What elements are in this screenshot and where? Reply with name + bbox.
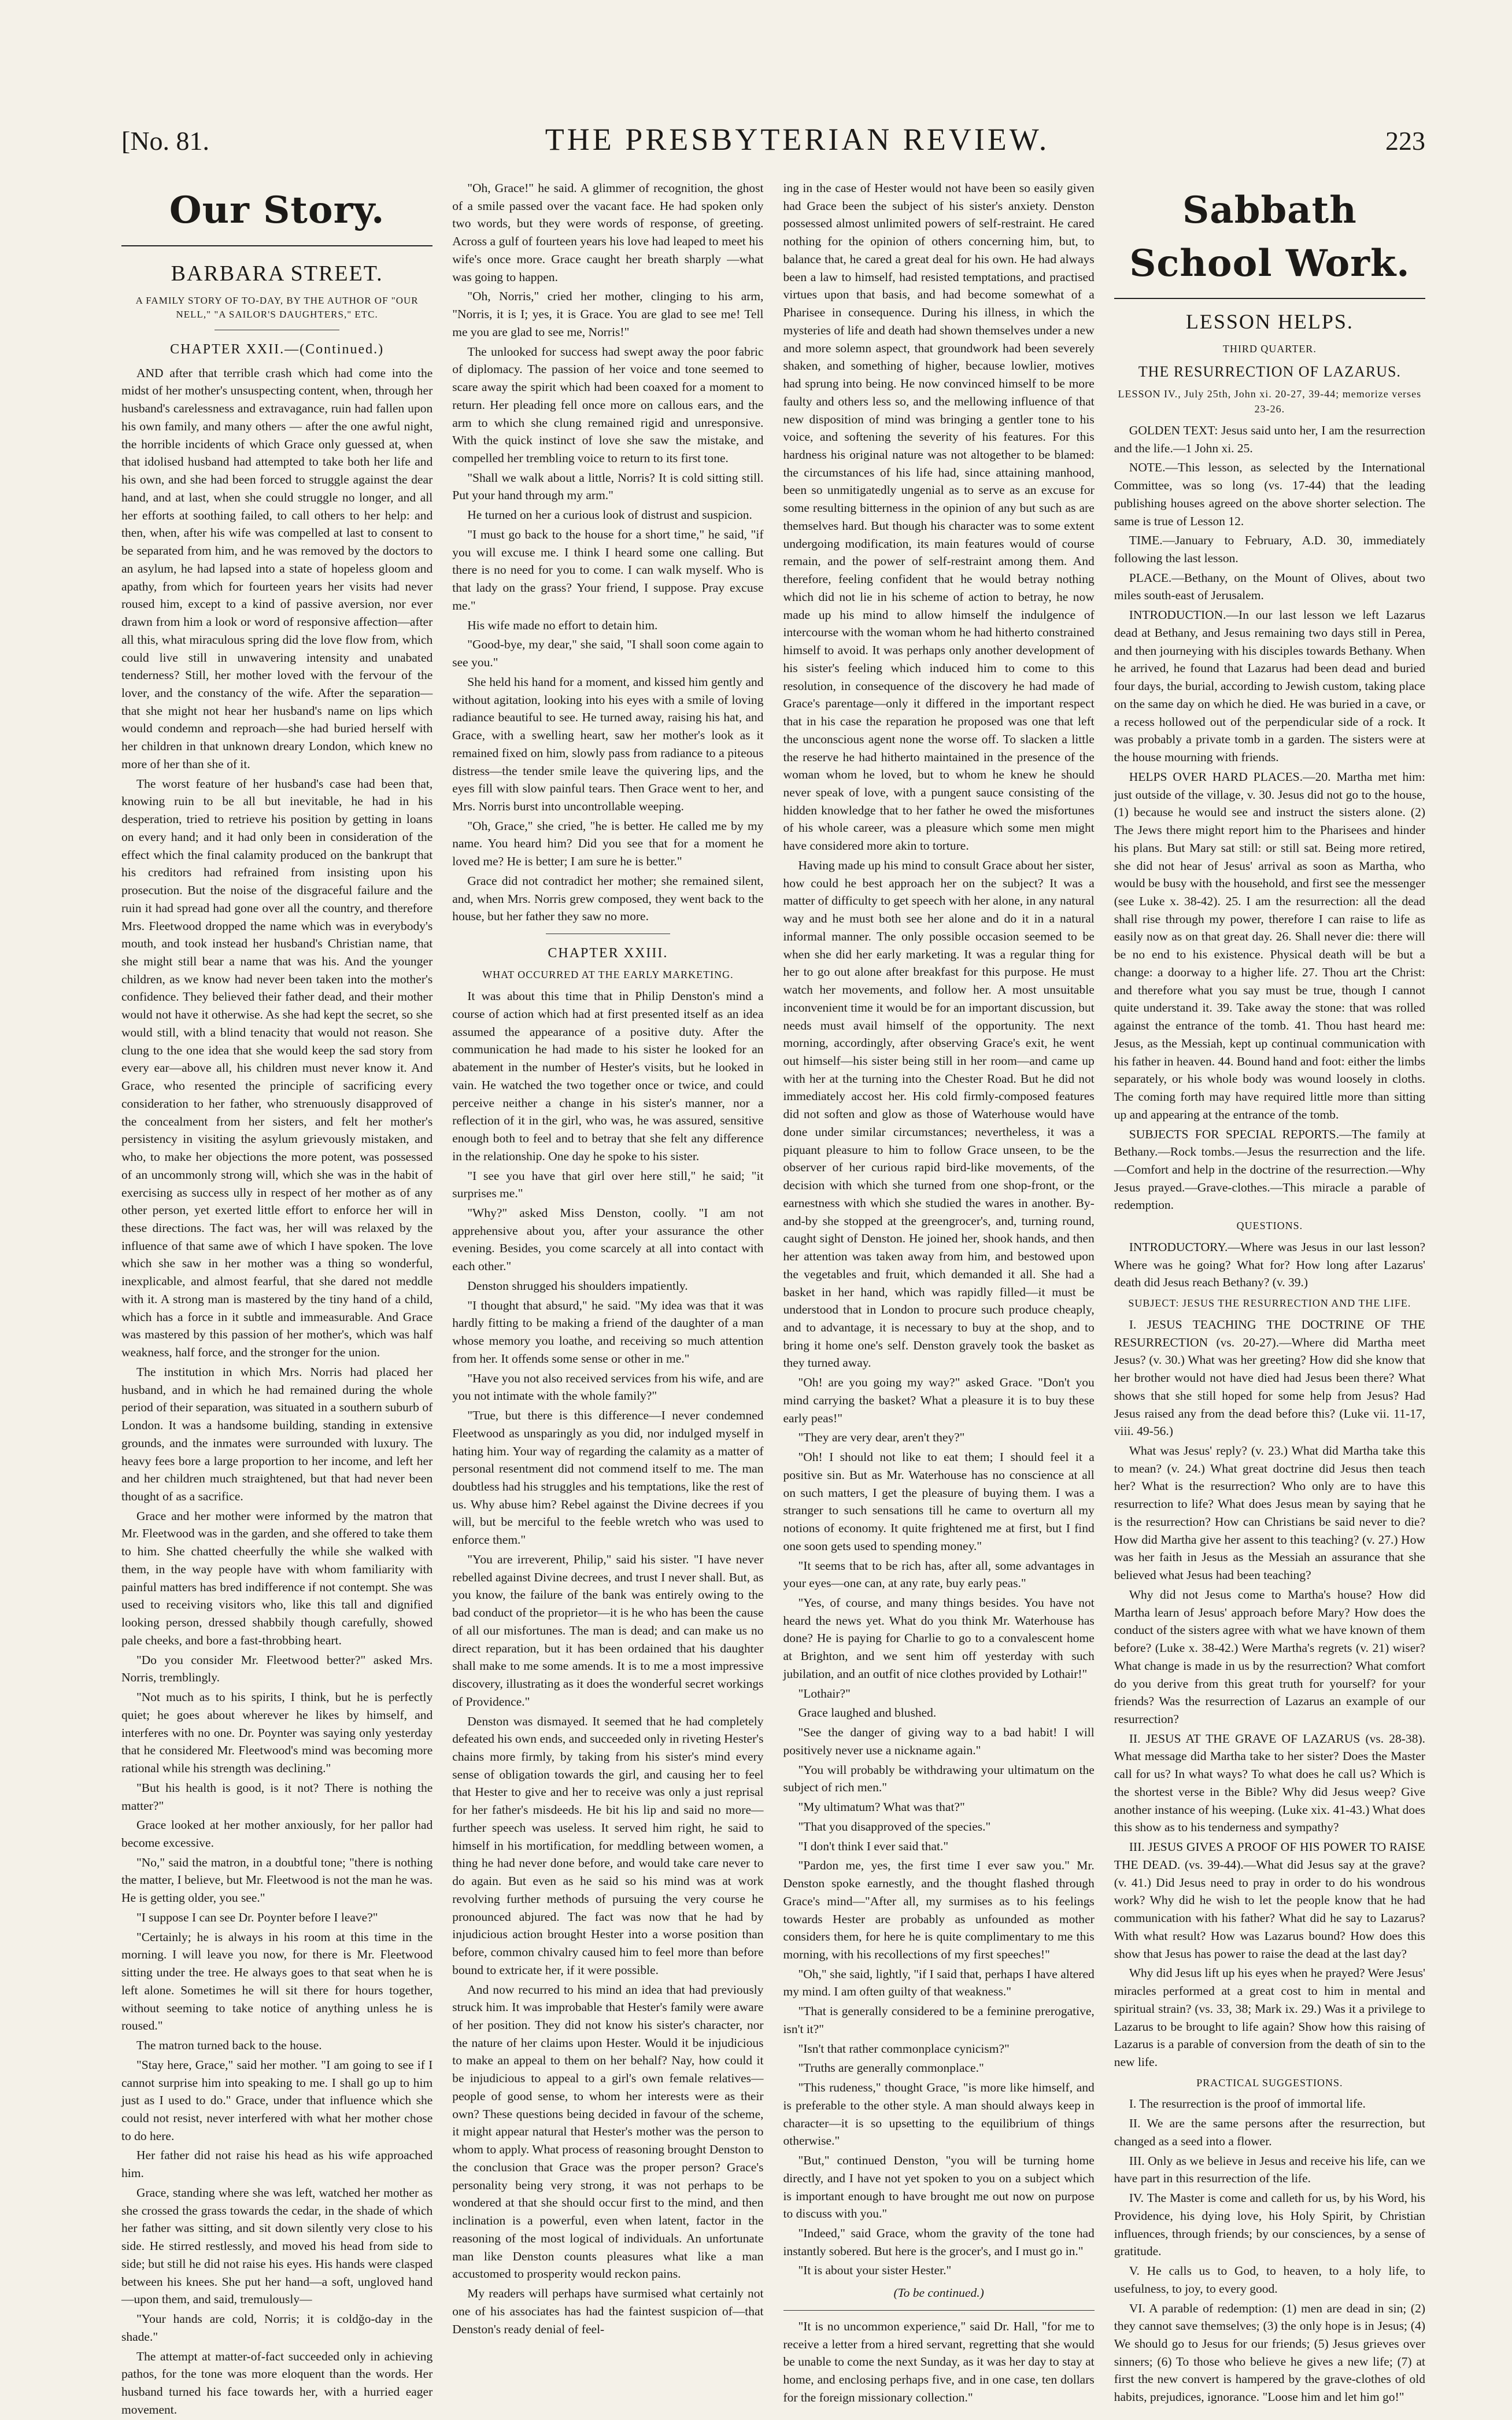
practical-suggestions-heading: PRACTICAL SUGGESTIONS. xyxy=(1196,2076,1343,2089)
paragraph: Why did not Jesus come to Martha's house? How did Martha learn of Jesus' approach before Mary? How does the conduct of the sisters agree with what we have known of them before? (Luke x. 38-42.) Were Martha's regrets (v. 21) wiser? What change is made in us by the resurrection? What comfort do you derive from this great truth for yourself? for your friends? Was the resurrection of Lazarus an example of our resurrection? xyxy=(1114,1587,1425,1727)
list-item: III. Only as we believe in Jesus and receive his life, can we have part in this resurrection of the life. xyxy=(1114,2153,1425,2186)
paragraph: I. JESUS TEACHING THE DOCTRINE OF THE RESURRECTION (vs. 20-27).—Where did Martha meet Jesus? (v. 30.) What was her greeting? How did she know that her brother would not have died had Jesus been there? What shows that she still hoped for some help from Jesus? Had Jesus raised any from the dead before this? (Luke vii. 11-17, viii. 49-56.) xyxy=(1114,1317,1425,1438)
paragraph: "It is about your sister Hester." xyxy=(798,2263,952,2278)
paragraph: II. JESUS AT THE GRAVE OF LAZARUS (vs. 28-38). What message did Martha take to her sister? Does the Master call for us? In what ways? To what does he call us? Which is the shortest verse in the Bible? Why did Jesus weep? Give another instance of his weeping. (Luke xix. 41-43.) What does this show as to his tenderness and sympathy? xyxy=(1114,1731,1425,1835)
paragraph: The worst feature of her husband's case had been that, knowing ruin to be all but inevitable, he had in his desperation, tried to retrieve his position by getting in loans on every hand; and it had only been in consideration of the effect which the final calamity produced on the bankrupt that his creditors had refrained from insisting upon his prosecution. But the noise of the disgraceful failure and the ruin it had spread had gone over all the country, and therefore Mrs. Fleetwood dropped the name which was in everybody's mouth, and took instead her husband's Christian name, that she might still bear a name that was his. And the younger children, as we know had never been taken into the mother's confidence. They believed their father dead, and their mother would not have it otherwise. As she had kept the secret, so she would still, with a blind tenacity that would not reason. She clung to the one idea that she would keep the sad story from every ear—above all, his children must never know it. And Grace, who resented the principle of sacrificing every consideration to her father, who strenuously disapproved of the concealment from her sisters, and felt her mother's persistency in visiting the asylum grievously mistaken, and who, to make her objections the more potent, was possessed of an uncommonly strong will, which she was in the habit of exercising as success ully in respect of her mother as of any other person, yet exerted little effort to enforce her will in these directions. The fact was, her will was relaxed by the influence of that same awe of which I have spoken. The love which she saw in her mother was a thing so wonderful, inexplicable, and almost fearful, that she dared not meddle with it. A strong man is mastered by the tiny hand of a child, which has a force in it subtle and immeasurable. And Grace was mastered by this passion of her mother's, which was half weakness, half force, and the stronger for the union. xyxy=(121,776,433,1360)
paragraph: AND after that terrible crash which had come into the midst of her mother's unsuspecting content, when, through her husband's carelessness and extravagance, ruin had fallen upon his own family, and many others — after the one awful night, the horrible incidents of which Grace only guessed at, when that idolised husband had attempted to take both her life and his own, and she had been forced to struggle against the dear hand, and at last, when she could struggle no longer, and all her efforts at soothing failed, to call others to her help: and then, when, after his wife was compelled at last to consent to be separated from him, and he was removed by the doctors to an asylum, he had lapsed into a state of hopeless gloom and apathy, from which for fourteen years her visits had never roused him, except to a kind of passive aversion, nor ever drawn from him a look or word of responsive affection—after all this, what miraculous spring did the love flow from, which could live still in unwavering intensity and unabated tenderness? Still, her mother loved with the fervour of the lover, and the constancy of the wife. After the separation—that she might not hear her husband's name on lips which would condemn and reproach—she had buried herself with her children in that unknown dreary London, which knew no more of her than she of it. xyxy=(121,366,433,771)
paragraph: "I suppose I can see Dr. Poynter before I leave?" xyxy=(136,1910,378,1924)
section-heading-our-story: Our Story. xyxy=(121,184,432,246)
paragraph: "Certainly; he is always in his room at this time in the morning. I will leave you now, for there is Mr. Fleetwood sitting under the tree. He always goes to that seat when he is left alone. Sometimes he will sit there for hours together, without seeming to take notice of anything unless he is roused." xyxy=(121,1930,433,2033)
paragraph: "Why?" asked Miss Denston, coolly. "I am not apprehensive about you, after your assurance the other evening. Besides, you come scarcely at all into contact with each other." xyxy=(452,1205,764,1274)
chapter-subtitle: WHAT OCCURRED AT THE EARLY MARKETING. xyxy=(482,969,734,981)
column-3 xyxy=(783,179,1095,2420)
paragraph: "You are irreverent, Philip," said his sister. "I have never rebelled against Divine decrees, and trust I never shall. But, as you know, the failure of the bank was entirely owing to the bad conduct of the proprietor—it is he who has been the cause of all our misfortunes. The man is dead; and can make us no direct reparation, but it has been ordained that his daughter shall make to me some amends. It is to me a most impressive discovery, illustrating as it does the wonderful secret workings of Providence." xyxy=(452,1552,764,1709)
paragraph: "Shall we walk about a little, Norris? It is cold sitting still. Put your hand through my arm." xyxy=(452,470,764,503)
paragraph: Grace looked at her mother anxiously, for her pallor had become excessive. xyxy=(121,1818,433,1850)
paragraph: SUBJECTS FOR SPECIAL REPORTS.—The family at Bethany.—Rock tombs.—Jesus the resurrection and the life.—Comfort and help in the doctrine of the resurrection.—Why Jesus prayed.—Grave-clothes.—This miracle a parable of redemption. xyxy=(1114,1127,1425,1212)
paragraph: INTRODUCTION.—In our last lesson we left Lazarus dead at Bethany, and Jesus remaining two days still in Perea, and then journeying with his disciples towards Bethany. When he arrived, he found that Lazarus had been dead and buried four days, the burial, according to Jewish custom, taking place on the same day on which he died. He was buried in a cave, or a recess hollowed out of the perpendicular side of a rock. It was probably a private tomb in a garden. The sisters were at the house mourning with friends. xyxy=(1114,608,1425,765)
chapter-heading: CHAPTER XXII.—(Continued.) xyxy=(170,342,385,357)
lesson-helps-title: LESSON HELPS. xyxy=(1185,310,1354,334)
paragraph: "I see you have that girl over here still," he said; "it surprises me." xyxy=(452,1168,764,1201)
paragraph: "Oh, Grace!" he said. A glimmer of recognition, the ghost of a smile passed over the vacant face. He had spoken only two words, but they were words of response, of greeting. Across a gulf of fourteen years his love had leaped to meet his wife's once more. Grace caught her breath sharply —what was going to happen. xyxy=(452,181,764,284)
paragraph: The unlooked for success had swept away the poor fabric of diplomacy. The passion of her voice and tone seemed to scare away the spirit which had been coaxed for a moment to return. Her pleading fell once more on callous ears, and the arm to which she clung remained rigid and unresponsive. With the quick instinct of love she saw the mistake, and compelled her trembling voice to return to its first tone. xyxy=(452,344,764,466)
paragraph: Grace did not contradict her mother; she remained silent, and, when Mrs. Norris grew composed, they went back to the house, but her father they saw no more. xyxy=(452,873,764,924)
paragraph: "I thought that absurd," he said. "My idea was that it was hardly fitting to be making a friend of the daughter of a man whose memory you loathe, and receiving so much attention from her. It offends some sense or other in me." xyxy=(452,1298,764,1366)
paragraph: The attempt at matter-of-fact succeeded only in achieving pathos, for the tone was more eloquent than the words. Her husband turned his face towards her, with a hurried eager movement. xyxy=(121,2349,433,2417)
page-number: 223 xyxy=(1385,126,1425,156)
paragraph: She held his hand for a moment, and kissed him gently and without agitation, looking into his eyes with a smile of loving radiance beautiful to see. He turned away, raising his hat, and Grace, with a swelling heart, saw her mother's look as it remained fixed on him, slowly pass from radiance to a piteous distress—the tender smile leave the quivering lips, and the eyes fill with slow painful tears. Then Grace went to her, and Mrs. Norris burst into uncontrollable weeping. xyxy=(452,674,764,813)
subject-heading: SUBJECT: JESUS THE RESURRECTION AND THE LIFE. xyxy=(1128,1297,1411,1309)
paragraph: "Yes, of course, and many things besides. You have not heard the news yet. What do you think Mr. Waterhouse has done? He is paying for Charlie to go to a convalescent home at Brighton, and we sent him off yesterday with such jubilation, and an outfit of nice clothes provided by Lothair!" xyxy=(783,1596,1095,1681)
list-item: I. The resurrection is the proof of immortal life. xyxy=(1129,2097,1366,2111)
golden-text: GOLDEN TEXT: Jesus said unto her, I am the resurrection and the life.—1 John xi. 25. xyxy=(1114,423,1425,455)
paragraph: III. JESUS GIVES A PROOF OF HIS POWER TO RAISE THE DEAD. (vs. 39-44).—What did Jesus say at the grave? (v. 41.) Did Jesus need to pray in order to do his wondrous work? Why did he wish to let the people know that he had communication with his father? What did he say to Lazarus? With what result? How was Lazarus bound? How does this show that Jesus has power to raise the dead at the last day? xyxy=(1114,1840,1425,1961)
paragraph: "No," said the matron, in a doubtful tone; "there is nothing the matter, I believe, but Mr. Fleetwood is not the man he was. He is getting older, you see." xyxy=(121,1855,433,1905)
paragraph: "But," continued Denston, "you will be turning home directly, and I have not yet spoken to you on a subject which is important enough to have brought me out now on purpose to discuss with you." xyxy=(783,2153,1095,2221)
paragraph: "Oh," she said, lightly, "if I said that, perhaps I have altered my mind. I am often guilty of that weakness." xyxy=(783,1967,1095,1999)
paragraph: Her father did not raise his head as his wife approached him. xyxy=(121,2148,433,2181)
to-be-continued: (To be continued.) xyxy=(893,2286,984,2300)
paragraph: Denston shrugged his shoulders impatiently. xyxy=(467,1278,688,1293)
paragraph: "Not much as to his spirits, I think, but he is perfectly quiet; he goes about wherever he likes by himself, and interferes with no one. Dr. Poynter was saying only yesterday that he considered Mr. Fleetwood's mind was becoming more rational while his strength was declining." xyxy=(121,1690,433,1776)
lesson-title: THE RESURRECTION OF LAZARUS. xyxy=(1138,363,1401,381)
paragraph: And now recurred to his mind an idea that had previously struck him. It was improbable that Hester's family were aware of her position. They did not know his sister's character, nor the nature of her claims upon Hester. Would it be injudicious to make an appeal to them on her behalf? Nay, how could it be injudicious to appeal to a girl's own female relatives—people of good sense, to whom her interests were as their own? These questions being decided in favour of the scheme, it might appear natural that Hester's mother was the person to whom to apply. What process of reasoning brought Denston to the conclusion that Grace was the proper person? Grace's personality being very strong, it was not perhaps to be wondered at that she should occur first to the mind, and then inclination is a powerful, even when latent, factor in the reasoning of the most logical of individuals. An unfortunate man like Denston counts pleasures what like a man accustomed to prosperity would reckon pains. xyxy=(452,1982,764,2281)
column-4 xyxy=(1114,179,1425,2420)
paragraph: NOTE.—This lesson, as selected by the International Committee, was so long (vs. 17-44) that the leading publishing houses agreed on the above shorter selection. The same is true of Lesson 12. xyxy=(1114,460,1425,528)
divider xyxy=(783,2310,1095,2311)
section-heading-sabbath-school: Sabbath School Work. xyxy=(1114,184,1425,299)
paragraph: "See the danger of giving way to a bad habit! I will positively never use a nickname again." xyxy=(783,1725,1095,1757)
paragraph: "Oh! I should not like to eat them; I should feel it a positive sin. But as Mr. Waterhouse has no conscience at all on such matters, I get the pleasure of buying them. I was a stranger to such sensations till he came to overturn all my notions of economy. It quite frightened me at first, but I find one soon gets used to spending money." xyxy=(783,1450,1095,1553)
paragraph: "Oh! are you going my way?" asked Grace. "Don't you mind carrying the basket? What a pleasure it is to buy these early peas!" xyxy=(783,1375,1095,1425)
paragraph: ing in the case of Hester would not have been so easily given had Grace been the subject of his sister's anxiety. Denston possessed almost unlimited powers of self-restraint. He cared nothing for the opinion of others concerning him, but, to balance that, he cared a great deal for his own. He had always been a law to himself, had resisted temptations, and practised virtues upon that basis, and had become somewhat of a Pharisee in consequence. During his illness, in which the mysteries of life and death had shown themselves under a new and more solemn aspect, that groundwork had been severely shaken, and something of higher, because lowlier, motives had sprung into being. He now convinced himself to be more faulty and others less so, and the mellowing influence of that new disposition of mind was bringing a gentler tone to his voice, and softening the severity of his features. For this hardness his original nature was not altogether to be blamed: the circumstances of his life had, since attaining manhood, been so unmitigatedly ungenial as to serve as an excuse for some resulting bitterness in the opinion of any but such as are themselves hard. But though his character was to some extent undergoing modification, its main features would of course remain, and the power of self-restraint among them. And therefore, feeling confident that he would betray nothing which did not lie in his scheme of action to betray, he now made up his mind to allow himself the indulgence of intercourse with the woman whom he had hitherto constrained himself to avoid. It was perhaps only another development of his sister's feeling which induced him to come to this resolution, in consequence of the discovery he had made of Grace's parentage—only it differed in the important respect that in his case the reparation he proposed was one that left the unconscious agent none the worse off. To slacken a little the reserve he had hitherto maintained in the presence of the woman whom he loved, but to whom he knew he should never speak of love, with a pungent sauce consisting of the hidden knowledge that to her father he owed the misfortunes of his whole career, was a pleasure which some men might have considered more akin to torture. xyxy=(783,181,1095,853)
paragraph: "Lothair?" xyxy=(798,1686,851,1700)
column-2 xyxy=(452,179,763,2420)
paragraph: "They are very dear, aren't they?" xyxy=(798,1430,965,1445)
paragraph: Denston was dismayed. It seemed that he had completely defeated his own ends, and succeeded only in riveting Hester's chains more firmly, by taking from his sister's mind every sense of obligation towards the girl, and causing her to feel that Hester to give and her to receive was only a just reprisal for her father's misdeeds. He bit his lip and said no more—further speech was useless. It served him right, he said to himself in his mortification, for meddling between women, a thing he had never done before, and would take care never to do again. But even as he said so his mind was at work revolving further methods of pursuing the very course he pronounced abjured. The fact was now that he had by injudicious action brought Hester into a worse position than before, common chivalry caused him to feel more than before bound to extricate her, if it were possible. xyxy=(452,1714,764,1977)
paragraph: Grace and her mother were informed by the matron that Mr. Fleetwood was in the garden, and she offered to take them to him. She chatted cheerfully the while she walked with them, in the way people have with whom familiarity with painful matters has bred indifference if not contempt. She was used to receiving visitors who, like this tall and dignified looking person, dressed shabbily though carefully, showed pale cheeks, and bore a fast-throbbing heart. xyxy=(121,1508,433,1647)
paragraph: "It is no uncommon experience," said Dr. Hall, "for me to receive a letter from a hired servant, regretting that she would be unable to come the next Sunday, as it was her day to stay at home, and enclosing perhaps five, and in one case, ten dollars for the foreign missionary collection." xyxy=(783,2319,1095,2404)
paragraph: "It seems that to be rich has, after all, some advantages in your eyes—one can, at any rate, buy early peas." xyxy=(783,1558,1095,1591)
paragraph: My readers will perhaps have surmised what certainly not one of his associates has had the faintest suspicion of—that Denston's ready denial of feel- xyxy=(452,2286,764,2336)
paragraph: Why did Jesus lift up his eyes when he prayed? Were Jesus' miracles performed at a great cost to him in mental and spiritual strain? (vs. 33, 38; Mark ix. 29.) Was it a privilege to Lazarus to be brought to life again? Show how this raising of Lazarus is a parable of conversion from the death of sin to the new life. xyxy=(1114,1966,1426,2069)
paragraph: "Have you not also received services from his wife, and are you not intimate with the whole family?" xyxy=(452,1371,764,1403)
paragraph: "Pardon me, yes, the first time I ever saw you." Mr. Denston spoke earnestly, and the thought flashed through Grace's mind—"After all, my surmises as to his feelings towards Hester are probably as unfounded as mother considers them, for here he is quite complimentary to me this morning, with his recollections of my first speeches!" xyxy=(783,1858,1095,1961)
paragraph: The institution in which Mrs. Norris had placed her husband, and in which he had remained during the whole period of their separation, was situated in a southern suburb of London. It was a handsome building, standing in extensive grounds, and the inmates were surrounded with luxury. The heavy fees bore a large proportion to her income, and left her and her children much straightened, but that had never been thought of as a sacrifice. xyxy=(121,1364,433,1504)
paragraph: It was about this time that in Philip Denston's mind a course of action which had at first presented itself as an idea assumed the appearance of a positive duty. After the communication he had made to his sister he looked for an abatement in the number of Hester's visits, but he looked in vain. He watched the two together once or twice, and could perceive neither a change in his sister's manner, nor a reflection of it in the girl, who was, he was assured, sensitive enough both to feel and to betray that she felt any difference in the relationship. One day he spoke to his sister. xyxy=(452,989,764,1163)
columns xyxy=(121,179,1426,2417)
quarter-label: THIRD QUARTER. xyxy=(1222,342,1317,355)
paragraph: "My ultimatum? What was that?" xyxy=(798,1800,965,1814)
paragraph: Grace laughed and blushed. xyxy=(798,1706,937,1720)
paragraph: "Indeed," said Grace, whom the gravity of the tone had instantly sobered. But here is the grocer's, and I must go in." xyxy=(783,2226,1095,2258)
paragraph: "Good-bye, my dear," she said, "I shall soon come again to see you." xyxy=(452,637,764,670)
paragraph: "I must go back to the house for a short time," he said, "if you will excuse me. I think I heard some one calling. But there is no need for you to come. I can walk myself. Who is that lady on the grass? Your friend, I suppose. Pray excuse me." xyxy=(452,527,764,613)
paragraph: "Do you consider Mr. Fleetwood better?" asked Mrs. Norris, tremblingly. xyxy=(121,1652,433,1685)
list-item: IV. The Master is come and calleth for us, by his Word, his Providence, his dying love, his Holy Spirit, by Christian influences, through friends; by our consciences, by a sense of gratitude. xyxy=(1114,2191,1425,2259)
paragraph: "That you disapproved of the species." xyxy=(798,1819,991,1834)
paragraph: His wife made no effort to detain him. xyxy=(467,618,658,632)
paragraph: He turned on her a curious look of distrust and suspicion. xyxy=(467,508,752,522)
list-item: II. We are the same persons after the resurrection, but changed as a seed into a flower. xyxy=(1114,2116,1425,2148)
paragraph: "Oh, Grace," she cried, "he is better. He called me by my name. You heard him? Did you see that for a moment he loved me? He is better; I am sure he is better." xyxy=(452,818,764,869)
masthead xyxy=(121,121,1425,156)
column-1 xyxy=(121,179,432,2420)
paragraph: PLACE.—Bethany, on the Mount of Olives, about two miles south-east of Jerusalem. xyxy=(1114,570,1425,603)
chapter-heading: CHAPTER XXIII. xyxy=(548,946,668,961)
questions-heading: QUESTIONS. xyxy=(1236,1220,1303,1232)
list-item: V. He calls us to God, to heaven, to a holy life, to usefulness, to joy, to every good. xyxy=(1114,2264,1425,2296)
paragraph: "Stay here, Grace," said her mother. "I am going to see if I cannot surprise him into speaking to me. I shall go up to him just as I used to do." Grace, under that influence which she could not resist, never interfered with what her mother chose to do here. xyxy=(121,2057,433,2143)
paragraph: HELPS OVER HARD PLACES.—20. Martha met him: just outside of the village, v. 30. Jesus did not go to the house, (1) because he would see and instruct the sisters alone. (2) The Jews there might report him to the Pharisees and hinder his plans. But Mary sat still: or still sat. Being more retired, she did not hear of Jesus' arrival as soon as Martha, who would be busy with the household, and first see the messenger (see Luke x. 38-42). 25. I am the resurrection: all the dead shall rise through my power, therefore I can raise to life as easily now as on that great day. 26. Shall never die: there will be no end to his existence. Physical death will be but a change: a doorway to a higher life. 27. Thou art the Christ: and therefore what you say must be true, though I cannot quite understand it. 39. Take away the stone: that was rolled against the entrance of the tomb. 41. Thou hast heard me: Jesus, as the Messiah, kept up continual communication with his father in heaven. 44. Bound hand and foot: either the limbs separately, or his whole body was wound loosely in cloths. The coming forth may have required little more than sitting up and appearing at the entrance of the tomb. xyxy=(1114,769,1425,1122)
paragraph: TIME.—January to February, A.D. 30, immediately following the last lesson. xyxy=(1114,533,1425,566)
paragraph: "I don't think I ever said that." xyxy=(798,1839,949,1853)
paragraph: "But his health is good, is it not? There is nothing the matter?" xyxy=(121,1780,433,1813)
story-subtitle: A FAMILY STORY OF TO-DAY, BY THE AUTHOR OF "OUR NELL," "A SAILOR'S DAUGHTERS," ETC. xyxy=(135,294,419,320)
paragraph: "Your hands are cold, Norris; it is coldğo-day in the shade." xyxy=(121,2312,433,2344)
paragraph: INTRODUCTORY.—Where was Jesus in our last lesson? Where was he going? What for? How long after Lazarus' death did Jesus reach Bethany? (v. 39.) xyxy=(1114,1239,1425,1290)
paragraph: "You will probably be withdrawing your ultimatum on the subject of rich men." xyxy=(783,1762,1095,1795)
paragraph: "Oh, Norris," cried her mother, clinging to his arm, "Norris, it is I; yes, it is Grace. You are glad to see me! Tell me you are glad to see me, Norris!" xyxy=(452,289,764,339)
paragraph: "That is generally considered to be a feminine prerogative, isn't it?" xyxy=(783,2004,1095,2036)
story-title: BARBARA STREET. xyxy=(171,261,383,286)
paragraph: "True, but there is this difference—I never condemned Fleetwood as unsparingly as you did, nor indulged myself in hating him. Your way of regarding the calamity as a matter of personal resentment did not commend itself to me. The man doubtless had his struggles and his temptations, like the rest of us. Why abuse him? Rebel against the Divine decrees if you will, but be merciful to the feeble wretch who was used to enforce them." xyxy=(452,1408,764,1547)
lesson-reference: LESSON IV., July 25th, John xi. 20-27, 39-44; memorize verses 23-26. xyxy=(1118,388,1422,415)
paragraph: "Truths are generally commonplace." xyxy=(798,2061,984,2075)
paragraph: The matron turned back to the house. xyxy=(136,2038,322,2053)
publication-title: THE PRESBYTERIAN REVIEW. xyxy=(545,122,1050,157)
paragraph: Having made up his mind to consult Grace about her sister, how could he best approach her on the subject? It was a matter of difficulty to get speech with her alone, in any natural way and he must both see her alone and do it in a natural informal manner. The only possible occasion seemed to be when she did her early marketing. It was a regular thing for her to go out alone after breakfast for this purpose. He must watch her movements, and follow her. A most unsuitable inconvenient time it would be for an important discussion, but needs must avail himself of the opportunity. The next morning, accordingly, after observing Grace's exit, he went out himself—his sister being still in her room—and came up with her at the turning into the Chester Road. But he did not immediately accost her. His cold firmly-composed features did not soften and glow as those of Waterhouse would have done under similar circumstances; nevertheless, it was a piquant pleasure to him to follow Grace unseen, to be the observer of her curious rapid bird-like movements, of the decision with which she turned from one shop-front, or the earnestness with which she studied the wares in another. By-and-by she stopped at the greengrocer's, and, turning round, caught sight of Denston. He joined her, shook hands, and then her attention was taken away from him, and bestowed upon the vegetables and fruit, which demanded it all. She had a basket in her hand, which was rapidly filled—it must be understood that in London to procure such produce cheaply, and to advantage, it is necessary to buy at the shop, and to bring it home one's self. Denston gravely took the basket as they turned away. xyxy=(783,858,1095,1370)
paragraph: "This rudeness," thought Grace, "is more like himself, and is preferable to the other style. A man should always keep in character—it is so upsetting to the equilibrium of things otherwise." xyxy=(783,2080,1095,2148)
paragraph: "Isn't that rather commonplace cynicism?" xyxy=(798,2041,1010,2056)
paragraph: What was Jesus' reply? (v. 23.) What did Martha take this to mean? (v. 24.) What great doctrine did Jesus then teach her? What is the resurrection? Who only are to have this resurrection to life? What does Jesus mean by saying that he is the resurrection? How can Christians be said never to die? How did Martha give her assent to this teaching? (v. 27.) How was her faith in Jesus as the Messiah an assurance that she believed what Jesus had been teaching? xyxy=(1114,1444,1425,1582)
list-item: VI. A parable of redemption: (1) men are dead in sin; (2) they cannot save themselves; (3) the only hope is in Jesus; (4) We should go to Jesus for our friends; (5) Jesus grieves over sinners; (6) To those who believe he gives a new life; (7) at first the new convert is hampered by the grave-clothes of old habits, prejudices, ignorance. "Loose him and let him go!" xyxy=(1114,2301,1425,2404)
paragraph: Grace, standing where she was left, watched her mother as she crossed the grass towards the cedar, in the shade of which her father was sitting, and sit down silently very close to his side. He stirred restlessly, and moved his head from side to side; but still he did not raise his eyes. His hands were clasped between his knees. She put her hand—a soft, ungloved hand—upon them, and said, tremulously— xyxy=(121,2185,433,2307)
issue-number: [No. 81. xyxy=(121,126,210,156)
